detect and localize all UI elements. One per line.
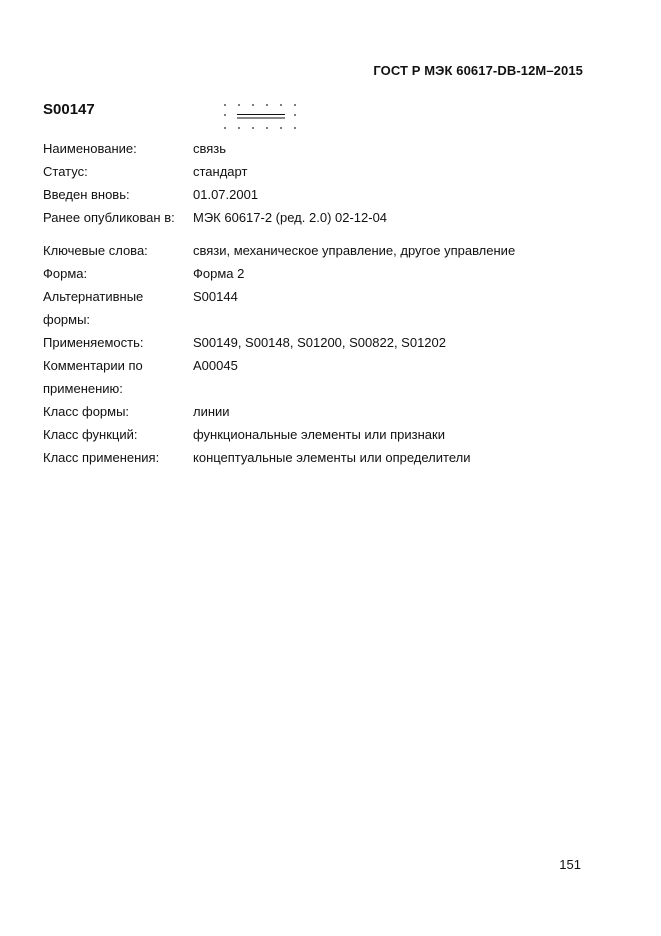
field-label: Введен вновь: bbox=[43, 187, 130, 202]
field-label: Класс функций: bbox=[43, 427, 138, 442]
field-label-line: формы: bbox=[43, 312, 91, 327]
field-label bbox=[43, 354, 183, 400]
field-value: стандарт bbox=[193, 164, 248, 179]
document-header: ГОСТ Р МЭК 60617-DB-12M–2015 bbox=[373, 63, 583, 78]
field-label: Применяемость: bbox=[43, 335, 144, 350]
field-label-line: Комментарии по bbox=[43, 358, 143, 373]
field-value: S00144 bbox=[193, 289, 238, 304]
field-value: S00149, S00148, S01200, S00822, S01202 bbox=[193, 335, 446, 350]
field-value: связь bbox=[193, 141, 227, 156]
field-label-line: Альтернативные bbox=[43, 289, 144, 304]
field-value: Форма 2 bbox=[193, 266, 245, 281]
field-value: линии bbox=[193, 404, 230, 419]
field-label: Класс применения: bbox=[43, 450, 160, 465]
field-value: связи, механическое управление, другое управление bbox=[193, 243, 516, 258]
field-value: 01.07.2001 bbox=[193, 187, 259, 202]
field-label: Класс формы: bbox=[43, 404, 130, 419]
field-label: Ключевые слова: bbox=[43, 243, 148, 258]
field-label: Наименование: bbox=[43, 141, 137, 156]
field-value: функциональные элементы или признаки bbox=[193, 427, 445, 442]
field-label: Статус: bbox=[43, 164, 88, 179]
field-label-line: применению: bbox=[43, 381, 123, 396]
page-number: 151 bbox=[559, 857, 581, 872]
field-label: Ранее опубликован в: bbox=[43, 210, 175, 225]
connection-symbol-icon bbox=[220, 100, 302, 137]
field-value: A00045 bbox=[193, 358, 238, 373]
field-label: Форма: bbox=[43, 266, 88, 281]
field-label bbox=[43, 285, 183, 331]
field-value: концептуальные элементы или определители bbox=[193, 450, 471, 465]
field-value: МЭК 60617-2 (ред. 2.0) 02-12-04 bbox=[193, 210, 388, 225]
symbol-code: S00147 bbox=[43, 101, 95, 118]
